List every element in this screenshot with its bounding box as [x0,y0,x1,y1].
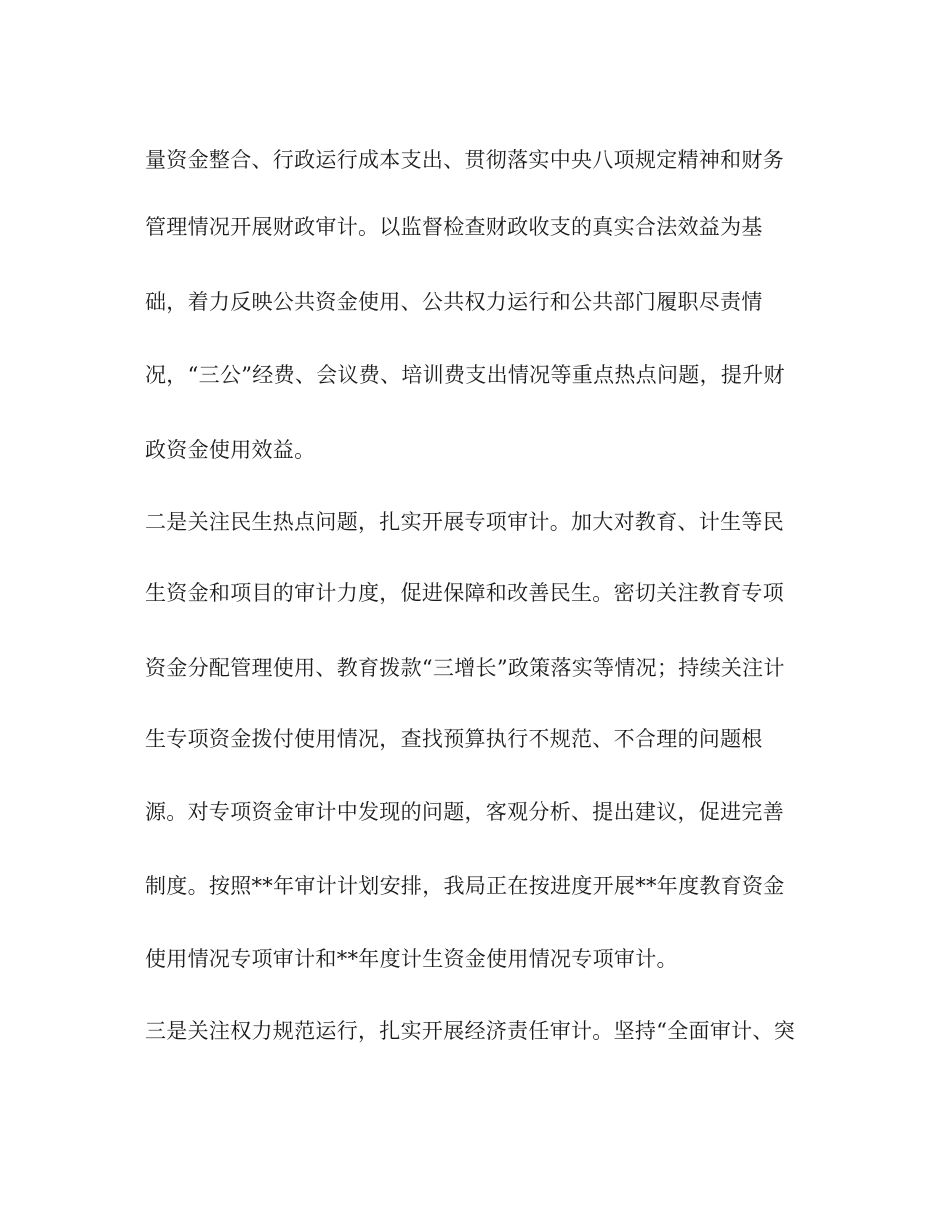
text-line-1: 量资金整合、行政运行成本支出、贯彻落实中央八项规定精神和财务 [145,148,784,172]
paragraph-3-line-1: 三是关注权力规范运行，扎实开展经济责任审计。坚持“全面审计、突 [145,1019,796,1043]
text-line-11: 制度。按照**年审计计划安排，我局正在按进度开展**年度教育资金 [145,874,785,898]
text-line-12: 使用情况专项审计和**年度计生资金使用情况专项审计。 [145,947,678,971]
text-line-3: 础，着力反映公共资金使用、公共权力运行和公共部门履职尽责情 [145,290,763,314]
text-line-4: 况，“三公”经费、会议费、培训费支出情况等重点热点问题，提升财 [145,363,785,387]
text-line-7: 生资金和项目的审计力度，促进保障和改善民生。密切关注教育专项 [145,581,784,605]
text-line-2: 管理情况开展财政审计。以监督检查财政收支的真实合法效益为基 [145,215,763,239]
text-line-8: 资金分配管理使用、教育拨款“三增长”政策落实等情况；持续关注计 [145,656,785,680]
text-line-10: 源。对专项资金审计中发现的问题，客观分析、提出建议，促进完善 [145,800,784,824]
paragraph-2-line-1: 二是关注民生热点问题，扎实开展专项审计。加大对教育、计生等民 [145,510,784,534]
text-line-5: 政资金使用效益。 [145,438,316,462]
text-line-9: 生专项资金拨付使用情况，查找预算执行不规范、不合理的问题根 [145,727,763,751]
